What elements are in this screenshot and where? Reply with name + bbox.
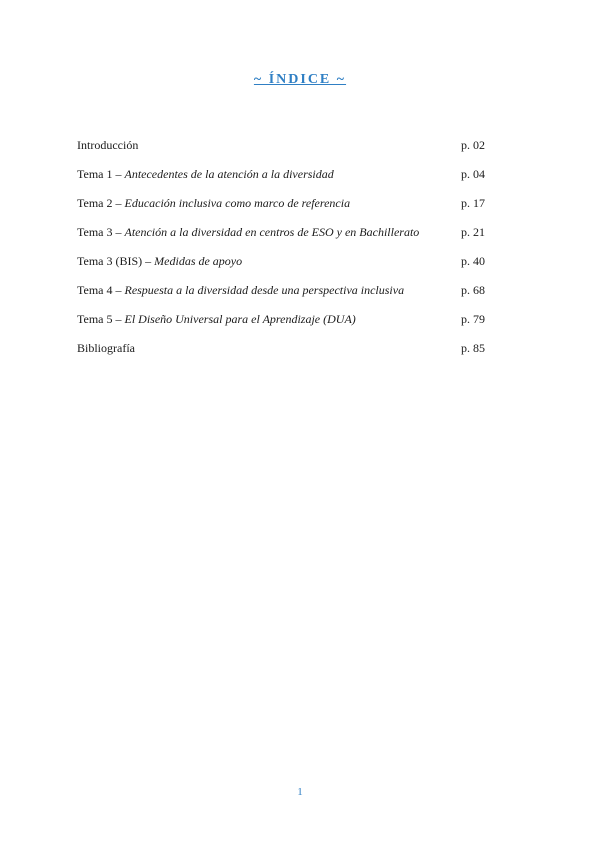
toc-subtitle: El Diseño Universal para el Aprendizaje (DUA): [124, 312, 356, 326]
toc-row-tema-2: [77, 196, 485, 225]
toc-subtitle: Respuesta a la diversidad desde una perspectiva inclusiva: [124, 283, 405, 297]
toc-page-number: p. 40: [461, 254, 485, 268]
toc-label: Tema 5: [77, 312, 113, 326]
toc-row-introduccion: [77, 138, 485, 167]
toc-page-number: p. 79: [461, 312, 485, 326]
toc-subtitle: Atención a la diversidad en centros de ESO y en Bachillerato: [124, 225, 420, 239]
toc-page-number: p. 85: [461, 341, 485, 355]
toc-entry: [77, 341, 135, 356]
toc-entry: [77, 138, 138, 153]
toc-separator: –: [112, 283, 125, 297]
toc-separator: –: [112, 196, 125, 210]
toc-entry: [77, 254, 242, 269]
toc-subtitle: Medidas de apoyo: [154, 254, 243, 268]
toc-entry: [77, 312, 356, 327]
toc-page-number: p. 04: [461, 167, 485, 181]
toc-row-tema-5: [77, 312, 485, 341]
toc-row-tema-4: [77, 283, 485, 312]
toc-separator: –: [112, 225, 125, 239]
toc-page-number: p. 68: [461, 283, 485, 297]
toc-row-bibliografia: [77, 341, 485, 370]
toc-entry: [77, 167, 334, 182]
toc-entry: [77, 283, 404, 298]
table-of-contents: [77, 138, 485, 370]
toc-page-number: p. 17: [461, 196, 485, 210]
toc-subtitle: Educación inclusiva como marco de referencia: [124, 196, 351, 210]
toc-label: Tema 2: [77, 196, 113, 210]
footer-page-number: 1: [297, 786, 303, 798]
toc-page-number: p. 02: [461, 138, 485, 152]
toc-page-number: p. 21: [461, 225, 485, 239]
toc-separator: –: [142, 254, 155, 268]
toc-separator: –: [112, 312, 125, 326]
toc-separator: –: [112, 167, 125, 181]
toc-subtitle: Antecedentes de la atención a la diversidad: [124, 167, 334, 181]
toc-row-tema-1: [77, 167, 485, 196]
toc-label: Tema 4: [77, 283, 113, 297]
toc-label: Bibliografía: [77, 341, 135, 355]
toc-entry: [77, 196, 350, 211]
toc-entry: [77, 225, 419, 240]
toc-label: Tema 1: [77, 167, 113, 181]
toc-label: Tema 3: [77, 225, 113, 239]
toc-label: Introducción: [77, 138, 139, 152]
toc-row-tema-3-bis: [77, 254, 485, 283]
page-title: ~ ÍNDICE ~: [253, 72, 347, 87]
toc-label: Tema 3 (BIS): [77, 254, 143, 268]
toc-row-tema-3: [77, 225, 485, 254]
